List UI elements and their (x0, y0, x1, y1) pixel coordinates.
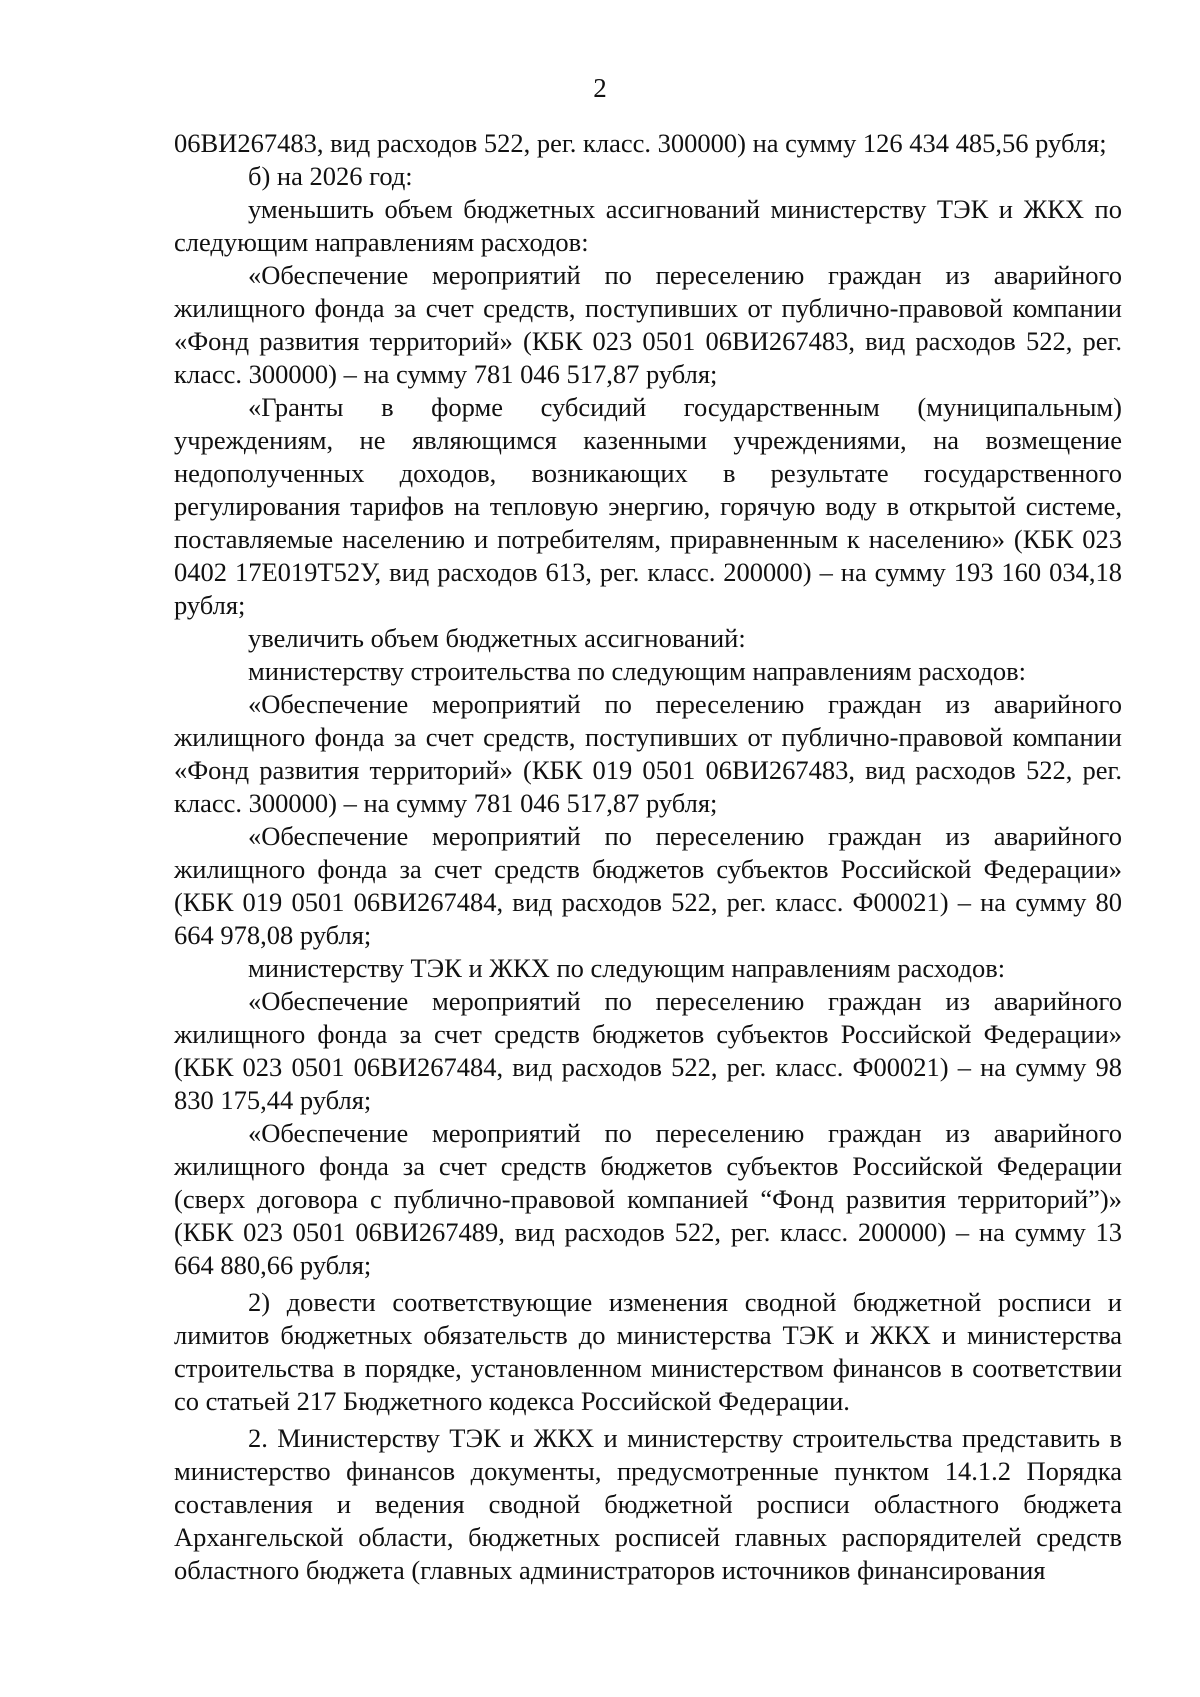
paragraph: министерству ТЭК и ЖКХ по следующим направлениям расходов: (248, 953, 1006, 983)
paragraph: увеличить объем бюджетных ассигнований: (248, 623, 746, 653)
paragraph: 2) довести соответствующие изменения сводной бюджетной росписи и лимитов бюджетных обязательств до министерства ТЭК и ЖКХ и министерства строительства в порядке, установленном министерством финансов в соответствии со статьей 217 Бюджетного кодекса Российской Федерации. (174, 1287, 1122, 1416)
paragraph: 2. Министерству ТЭК и ЖКХ и министерству строительства представить в министерство финансов документы, предусмотренные пунктом 14.1.2 Порядка составления и ведения сводной бюджетной росписи областного бюджета Архангельской области, бюджетных росписей главных распорядителей средств областного бюджета (главных администраторов источников финансирования (174, 1423, 1122, 1585)
paragraph: «Обеспечение мероприятий по переселению граждан из аварийного жилищного фонда за счет средств, поступивших от публично-правовой компании «Фонд развития территорий» (КБК 019 0501 06ВИ267483, вид расходов 522, рег. класс. 300000) – на сумму 781 046 517,87 рубля; (174, 689, 1122, 818)
page-number: 2 (593, 73, 607, 103)
document-body (174, 127, 1122, 1587)
paragraph: уменьшить объем бюджетных ассигнований министерству ТЭК и ЖКХ по следующим направлениям расходов: (174, 194, 1122, 257)
paragraph: министерству строительства по следующим направлениям расходов: (248, 656, 1026, 686)
paragraph: б) на 2026 год: (248, 161, 413, 191)
paragraph: 06ВИ267483, вид расходов 522, рег. класс. 300000) на сумму 126 434 485,56 рубля; (174, 128, 1107, 158)
paragraph: «Гранты в форме субсидий государственным (муниципальным) учреждениям, не являющимся казенными учреждениями, на возмещение недополученных доходов, возникающих в результате государственного регулирования тарифов на тепловую энергию, горячую воду в открытой системе, поставляемые населению и потребителям, приравненным к населению» (КБК 023 0402 17Е019Т52У, вид расходов 613, рег. класс. 200000) – на сумму 193 160 034,18 рубля; (174, 392, 1122, 620)
paragraph: «Обеспечение мероприятий по переселению граждан из аварийного жилищного фонда за счет средств, поступивших от публично-правовой компании «Фонд развития территорий» (КБК 023 0501 06ВИ267483, вид расходов 522, рег. класс. 300000) – на сумму 781 046 517,87 рубля; (174, 260, 1122, 389)
paragraph: «Обеспечение мероприятий по переселению граждан из аварийного жилищного фонда за счет средств бюджетов субъектов Российской Федерации (сверх договора с публично-правовой компанией “Фонд развития территорий”)» (КБК 023 0501 06ВИ267489, вид расходов 522, рег. класс. 200000) – на сумму 13 664 880,66 рубля; (174, 1118, 1122, 1280)
paragraph: «Обеспечение мероприятий по переселению граждан из аварийного жилищного фонда за счет средств бюджетов субъектов Российской Федерации» (КБК 023 0501 06ВИ267484, вид расходов 522, рег. класс. Ф00021) – на сумму 98 830 175,44 рубля; (174, 986, 1122, 1115)
paragraph: «Обеспечение мероприятий по переселению граждан из аварийного жилищного фонда за счет средств бюджетов субъектов Российской Федерации» (КБК 019 0501 06ВИ267484, вид расходов 522, рег. класс. Ф00021) – на сумму 80 664 978,08 рубля; (174, 821, 1122, 950)
